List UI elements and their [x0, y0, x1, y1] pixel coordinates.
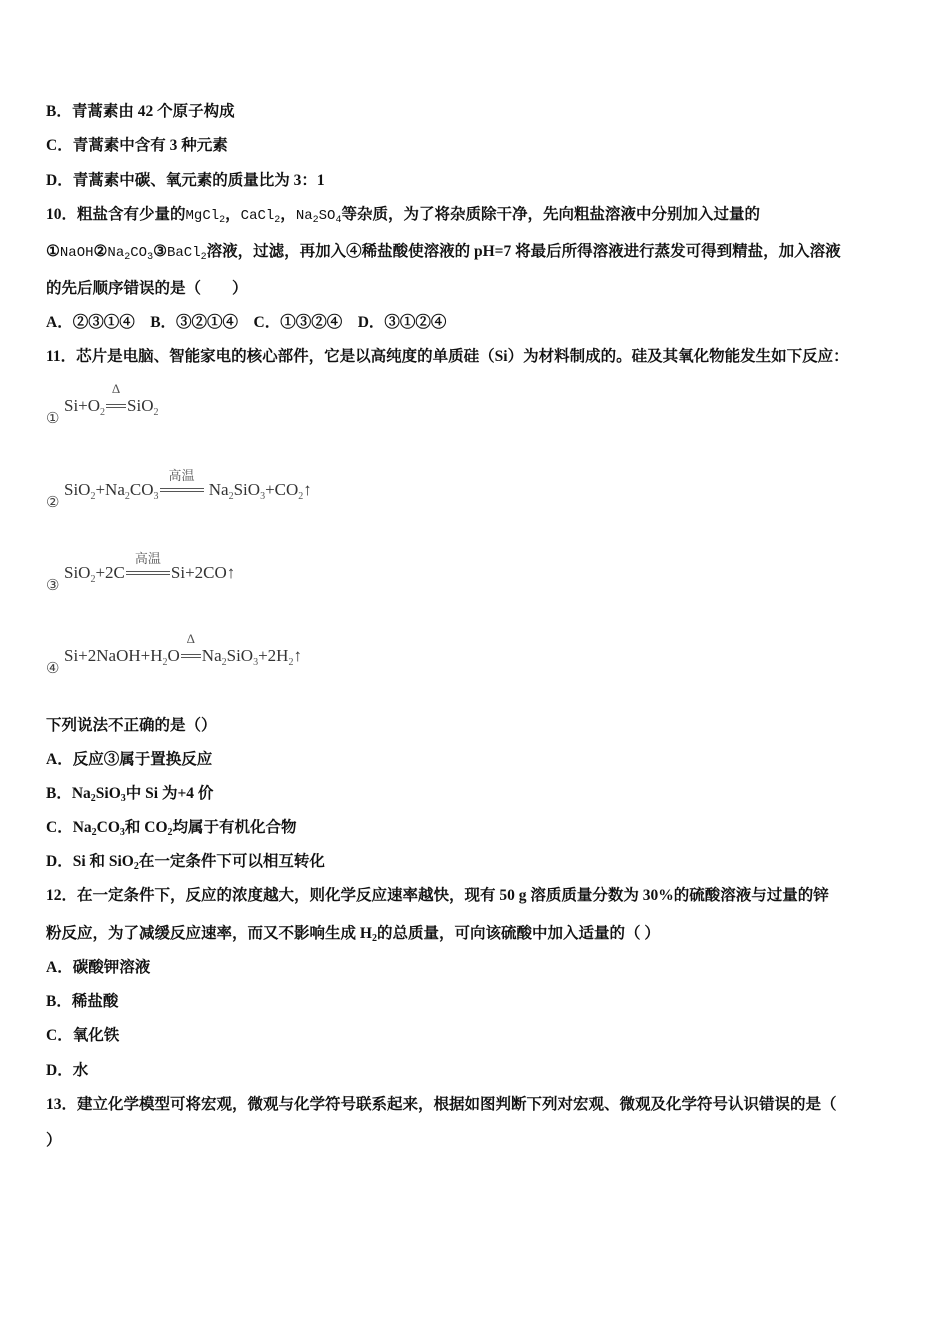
q11-stem: 11．芯片是电脑、智能家电的核心部件，它是以高纯度的单质硅（Si）为材料制成的。硅及其氧化物能发生如下反应：	[46, 348, 849, 365]
q13-stem-line2: ）	[46, 1132, 62, 1149]
q11-option-d: D．Si 和 SiO$_2$在一定条件下可以相互转化	[46, 853, 325, 872]
q10-text: 粗盐含有少量的	[77, 206, 186, 223]
equation-4	[46, 628, 446, 678]
q12-option-d: D．水	[46, 1062, 89, 1079]
eq-number: ④	[46, 661, 60, 677]
q12-stem-line1: 12．在一定条件下，反应的浓度越大，则化学反应速率越快，现有 50 g 溶质质量分数为 30%的硫酸溶液与过量的锌	[46, 887, 829, 904]
equation-3	[46, 545, 346, 595]
q10-text: 等杂质，为了将杂质除干净，先向粗盐溶液中分别加入过量的	[341, 206, 760, 223]
formula-na2so4: $Na_2SO_4$	[295, 208, 342, 226]
q10-text: 溶液，过滤，再加入④稀盐酸使溶液的 pH=7 将最后所得溶液进行蒸发可得到精盐，加入溶液	[206, 243, 841, 260]
sep: ，	[280, 206, 296, 223]
equation-2	[46, 462, 446, 512]
q12-option-c: C．氧化铁	[46, 1027, 120, 1044]
equation-1	[46, 378, 346, 428]
eq-body: $SiO_2+Na_2CO_3$ 高温 $Na_2SiO_3+CO_2↑$	[64, 468, 312, 502]
q11-question: 下列说法不正确的是（）	[46, 717, 217, 734]
q12-stem-line2: 粉反应，为了减缓反应速率，而又不影响生成 $H_2$的总质量，可向该硫酸中加入适量的（ ）	[46, 925, 660, 944]
circle-3: ③	[153, 243, 167, 260]
q10-options: A．②③①④ B．③②①④ C．①③②④ D．③①②④	[46, 314, 447, 331]
formula-bacl2: BaCl$_2$	[166, 245, 207, 263]
q10-stem-line3: 的先后顺序错误的是（ ）	[46, 280, 248, 297]
q10-number: 10．	[46, 206, 78, 223]
formula-mgcl2: MgCl$_2$	[185, 208, 226, 226]
condition-heat: Δ	[106, 398, 126, 418]
formula-na2co3: $Na_2CO_3$	[107, 245, 154, 263]
q9-option-d: D．青蒿素中碳、氧元素的质量比为 3：1	[46, 172, 325, 189]
circle-1: ①	[46, 243, 60, 260]
eq-body: SiO$_2$+2C 高温 Si+2CO↑	[64, 551, 236, 585]
q10-stem-line1	[46, 205, 760, 231]
eq-number: ②	[46, 495, 60, 511]
q11-option-c: C．$Na_2CO_3$和 $CO_2$均属于有机化合物	[46, 819, 297, 838]
q12-option-a: A．碳酸钾溶液	[46, 959, 151, 976]
q9-option-c: C．青蒿素中含有 3 种元素	[46, 137, 228, 154]
sep: ，	[225, 206, 241, 223]
eq-number: ③	[46, 578, 60, 594]
condition-high-temp: 高温	[160, 482, 204, 502]
q11-option-a: A．反应③属于置换反应	[46, 751, 213, 768]
eq-number: ①	[46, 411, 60, 427]
formula-cacl2: CaCl$_2$	[240, 208, 281, 226]
eq-body: $Si+2NaOH+H_2O$ Δ $Na_2SiO_3+2H_2↑$	[64, 631, 302, 668]
condition-high-temp: 高温	[126, 565, 170, 585]
q10-stem-line2	[46, 242, 841, 268]
q9-option-b: B．青蒿素由 42 个原子构成	[46, 103, 235, 120]
circle-2: ②	[93, 243, 108, 260]
q12-option-b: B．稀盐酸	[46, 993, 119, 1010]
q11-option-b: B．$Na_2SiO_3$中 Si 为+4 价	[46, 785, 214, 804]
eq-body: $Si+O_2$ Δ SiO$_2$	[64, 381, 159, 418]
condition-heat: Δ	[181, 648, 201, 668]
formula-naoh: NaOH	[59, 245, 94, 261]
q13-stem-line1: 13．建立化学模型可将宏观，微观与化学符号联系起来，根据如图判断下列对宏观、微观及化学符号认识错误的是（	[46, 1096, 837, 1113]
